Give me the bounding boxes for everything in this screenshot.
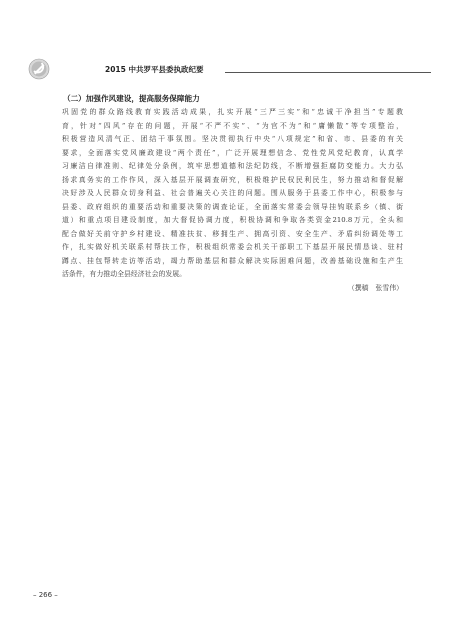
page-number: – 266 – (33, 591, 58, 599)
paragraph-line: 配合做好关前守护乡村建设、精准扶贫、移拥生产、拥高引资、安全生产、矛盾纠纷调处等工 (62, 229, 403, 238)
paragraph-line: 习廉洁自律准则、纪律处分条例，筑牢思想道德和法纪防线，不断增强拒腐防变能力。大力弘 (62, 162, 403, 170)
header-title: 2015 中共罗平县委执政纪要 (105, 65, 204, 74)
author-credit: （撰稿 张雪伟） (347, 283, 403, 292)
paragraph-line: 积极营造风清气正、团结干事氛围。坚决贯彻执行中央“八项规定”和省、市、县委的有关 (62, 135, 403, 143)
paragraph-line: 作，扎实做好机关联系村帮扶工作，积极组织常委会机关干部职工下基层开展民情恳谈、驻村 (62, 243, 403, 251)
paragraph (62, 106, 403, 282)
paragraph-line: 道）和重点项目建设制度，加大督促协调力度，积极协调和争取各类资金210.8万元，全头和 (62, 216, 403, 224)
paragraph-line: 蹲点、挂包帮转走访等活动，竭力帮助基层和群众解决实际困难问题，改善基础设施和生产生 (62, 256, 403, 265)
paragraph-line: 决好涉及人民群众切身利益、社会普遍关心关注的问题。围从服务于县委工作中心，积极参与 (62, 189, 403, 197)
paragraph-line: 育，针对“四风”存在的问题，开展“不严不实”、“为官不为”和“庸懒散”等专项整治， (62, 121, 403, 130)
section-heading: （二）加强作风建设，提高服务保障能力 (63, 94, 200, 103)
paragraph-line: 巩固党的群众路线教育实践活动成果，扎实开展“三严三实”和“忠诚干净担当”专题教 (62, 108, 403, 116)
page-header (28, 58, 412, 84)
header-divider (225, 72, 431, 73)
paragraph-line: 活条件，有力推动全县经济社会的发展。 (62, 270, 187, 278)
party-emblem-icon (28, 58, 50, 80)
paragraph-line: 县委、政府组织的重要活动和重要决策的调查论证，全面落实常委会领导挂钩联系乡（镇、街 (62, 202, 403, 211)
document-body (62, 92, 403, 295)
paragraph-line: 要求，全面落实党风廉政建设“两个责任”，广泛开展理想信念、党性党风党纪教育，认真学 (62, 148, 403, 157)
paragraph-line: 扬求真务实的工作作风，深入基层开展调查研究，积极维护民权民利民生，努力推动和督促解 (62, 175, 403, 184)
